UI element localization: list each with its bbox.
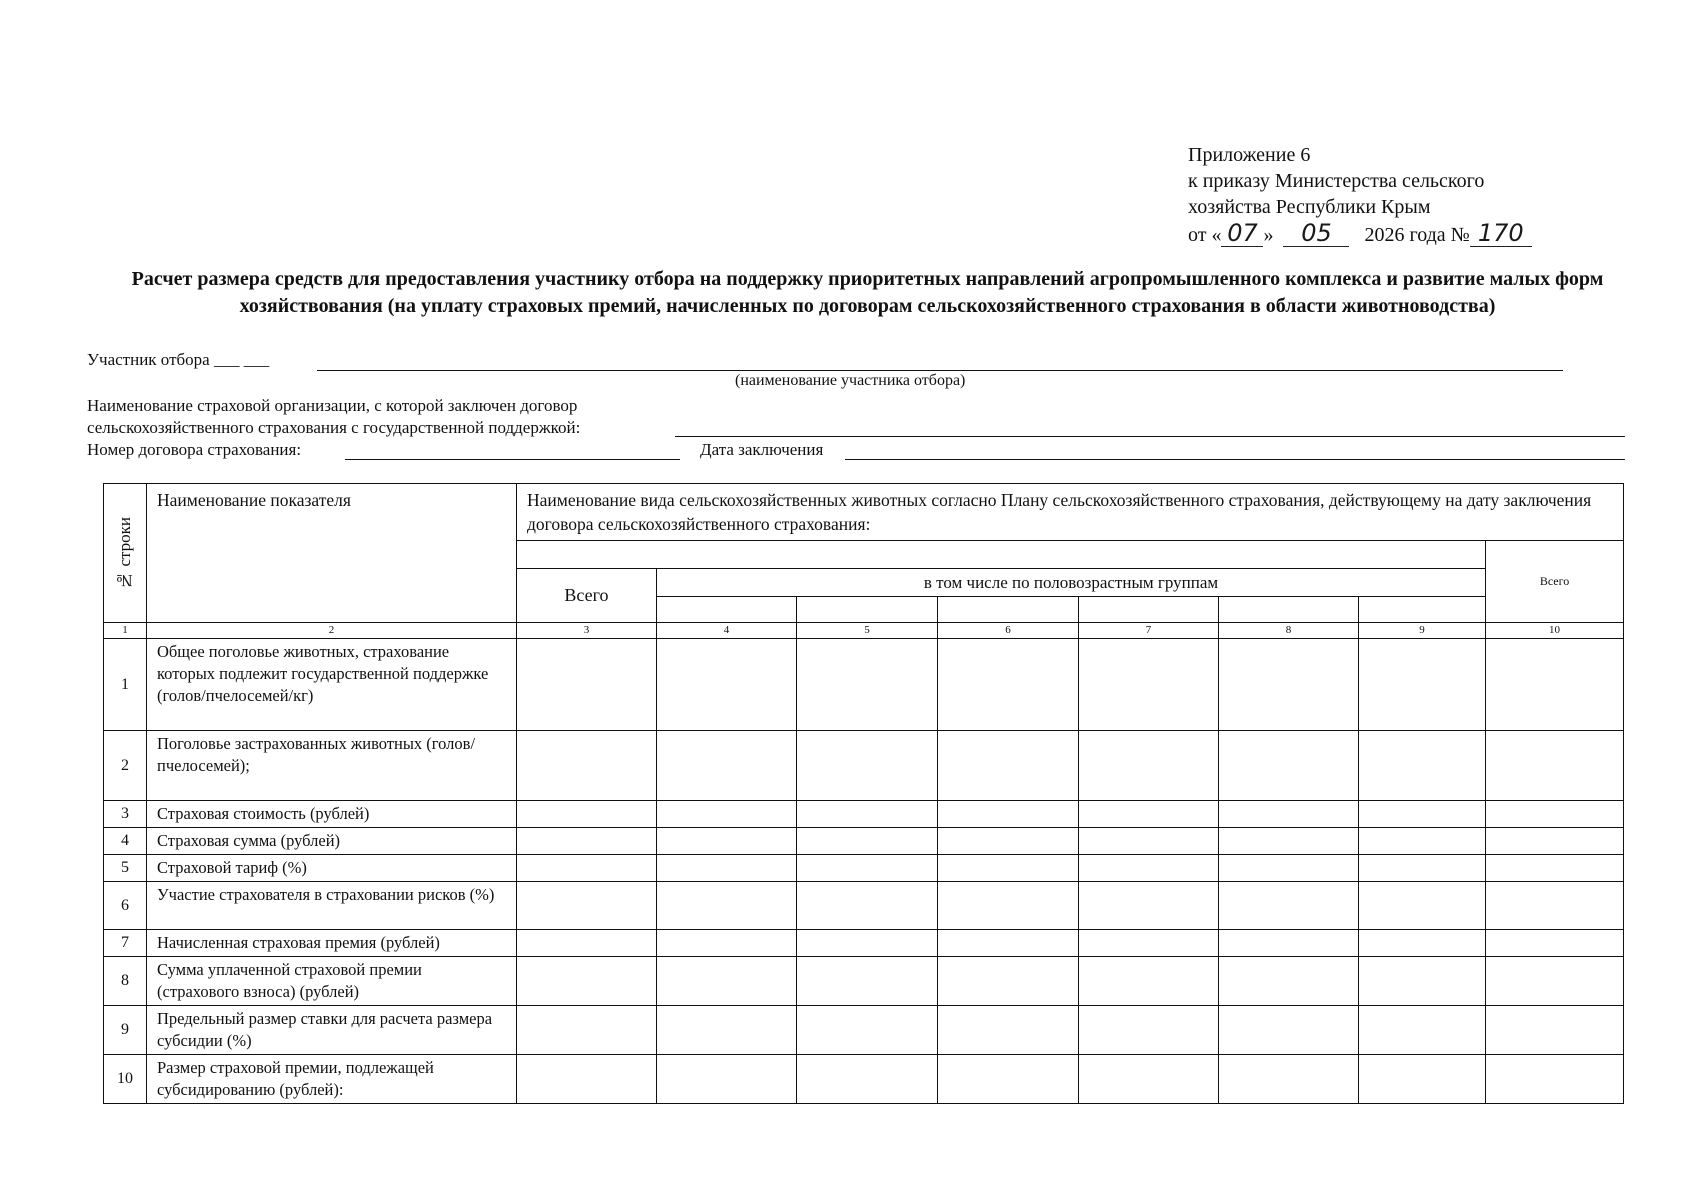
appendix-ministry-line: хозяйства Республики Крым [1188, 196, 1431, 218]
row-indicator: Страховая сумма (рублей) [147, 828, 517, 855]
date-prefix: от « [1188, 224, 1222, 246]
row-number: 9 [104, 1006, 147, 1055]
table-row [104, 1055, 1624, 1104]
column-number: 2 [147, 623, 517, 639]
group-header-cell[interactable] [1079, 597, 1219, 623]
contract-number-label: Номер договора страхования: [87, 440, 302, 459]
data-cell[interactable] [938, 930, 1079, 957]
header-rownum-label: № строки [115, 516, 134, 590]
data-cell[interactable] [517, 882, 657, 930]
data-cell[interactable] [938, 639, 1079, 731]
handwritten-order-number: 170 [1470, 220, 1532, 247]
data-cell[interactable] [1486, 930, 1624, 957]
table-row [104, 882, 1624, 930]
data-cell[interactable] [517, 639, 657, 731]
table-row [104, 801, 1624, 828]
data-cell[interactable] [797, 801, 938, 828]
column-number: 3 [517, 623, 657, 639]
row-indicator: Размер страховой премии, подлежащей субсидированию (рублей): [147, 1055, 517, 1104]
contract-number-input-line[interactable] [345, 459, 680, 460]
document-title: Расчет размера средств для предоставления участнику отбора на поддержку приоритетных направлений агропромышленного комплекса и развитие малых форм хозяйствования (на уплату страховых премий, начисленных по договорам сельскохозяйственного страхования в области животноводства) [131, 268, 1604, 317]
row-number: 7 [104, 930, 147, 957]
data-cell[interactable] [797, 930, 938, 957]
data-cell[interactable] [797, 855, 938, 882]
data-cell[interactable] [797, 957, 938, 1006]
data-cell[interactable] [657, 855, 797, 882]
data-cell[interactable] [1486, 639, 1624, 731]
data-cell[interactable] [657, 801, 797, 828]
column-number: 4 [657, 623, 797, 639]
data-cell[interactable] [1359, 855, 1486, 882]
data-cell[interactable] [1486, 731, 1624, 801]
data-cell[interactable] [657, 882, 797, 930]
data-cell[interactable] [1359, 930, 1486, 957]
data-cell[interactable] [1079, 639, 1219, 731]
header-rownum-cell [104, 484, 147, 623]
data-cell[interactable] [1359, 1006, 1486, 1055]
data-cell[interactable] [1359, 882, 1486, 930]
contract-date-input-line[interactable] [845, 459, 1625, 460]
data-cell[interactable] [1079, 957, 1219, 1006]
row-number: 2 [104, 731, 147, 801]
data-cell[interactable] [517, 828, 657, 855]
data-cell[interactable] [1219, 930, 1359, 957]
appendix-date-line [1188, 220, 1628, 248]
data-cell[interactable] [1486, 855, 1624, 882]
insurer-label-line2: сельскохозяйственного страхования с государственной поддержкой: [87, 418, 581, 437]
data-cell[interactable] [797, 1006, 938, 1055]
appendix-header [1188, 142, 1628, 248]
data-cell[interactable] [1079, 882, 1219, 930]
row-number: 8 [104, 957, 147, 1006]
data-cell[interactable] [657, 930, 797, 957]
data-cell[interactable] [1079, 801, 1219, 828]
data-cell[interactable] [938, 731, 1079, 801]
column-number: 6 [938, 623, 1079, 639]
data-cell[interactable] [1079, 1006, 1219, 1055]
participant-caption: (наименование участника отбора) [735, 372, 966, 389]
data-cell[interactable] [1359, 639, 1486, 731]
row-number: 5 [104, 855, 147, 882]
data-cell[interactable] [1079, 828, 1219, 855]
date-mid: » [1263, 224, 1274, 246]
data-cell[interactable] [1486, 1055, 1624, 1104]
data-cell[interactable] [1486, 957, 1624, 1006]
column-number: 8 [1219, 623, 1359, 639]
data-cell[interactable] [1359, 731, 1486, 801]
data-cell[interactable] [938, 882, 1079, 930]
row-indicator: Общее поголовье животных, страхование которых подлежит государственной поддержке (голов/пчелосемей/кг) [147, 639, 517, 731]
animal-type-input-cell[interactable] [517, 541, 1486, 569]
table-row [104, 855, 1624, 882]
row-indicator: Поголовье застрахованных животных (голов/пчелосемей); [147, 731, 517, 801]
table-row [104, 639, 1624, 731]
data-cell[interactable] [517, 930, 657, 957]
table-row [104, 1006, 1624, 1055]
data-cell[interactable] [1219, 855, 1359, 882]
data-cell[interactable] [1219, 1006, 1359, 1055]
table-row [104, 828, 1624, 855]
group-header-cell[interactable] [797, 597, 938, 623]
calculation-table [103, 483, 1624, 1104]
column-number: 7 [1079, 623, 1219, 639]
handwritten-day: 07 [1221, 220, 1263, 247]
data-cell[interactable] [1486, 801, 1624, 828]
data-cell[interactable] [1079, 1055, 1219, 1104]
data-cell[interactable] [657, 731, 797, 801]
data-cell[interactable] [1219, 731, 1359, 801]
column-number: 9 [1359, 623, 1486, 639]
data-cell[interactable] [797, 828, 938, 855]
column-number: 10 [1486, 623, 1624, 639]
row-number: 10 [104, 1055, 147, 1104]
data-cell[interactable] [657, 828, 797, 855]
table-row [104, 731, 1624, 801]
contract-date-label: Дата заключения [700, 440, 824, 459]
data-cell[interactable] [938, 855, 1079, 882]
year: 2026 [1364, 224, 1405, 246]
data-cell[interactable] [938, 828, 1079, 855]
data-cell[interactable] [1079, 855, 1219, 882]
data-cell[interactable] [938, 957, 1079, 1006]
row-indicator: Начисленная страховая премия (рублей) [147, 930, 517, 957]
row-number: 1 [104, 639, 147, 731]
data-cell[interactable] [1486, 882, 1624, 930]
data-cell[interactable] [1359, 828, 1486, 855]
row-number: 6 [104, 882, 147, 930]
data-cell[interactable] [797, 639, 938, 731]
insurer-label-line1: Наименование страховой организации, с которой заключен договор [87, 396, 578, 415]
table-row [104, 957, 1624, 1006]
data-cell[interactable] [517, 957, 657, 1006]
column-number: 1 [104, 623, 147, 639]
header-groups: в том числе по половозрастным группам [657, 569, 1486, 597]
data-cell[interactable] [517, 801, 657, 828]
data-cell[interactable] [517, 855, 657, 882]
row-indicator: Страховой тариф (%) [147, 855, 517, 882]
data-cell[interactable] [797, 882, 938, 930]
data-cell[interactable] [657, 957, 797, 1006]
data-cell[interactable] [517, 731, 657, 801]
header-animal-type-label: Наименование вида сельскохозяйственных животных согласно Плану сельскохозяйственного страхования, действующему на дату заключения договора сельскохозяйственного страхования: [517, 484, 1624, 541]
data-cell[interactable] [1486, 828, 1624, 855]
data-cell[interactable] [938, 801, 1079, 828]
data-cell[interactable] [938, 1006, 1079, 1055]
insurer-input-line[interactable] [675, 436, 1625, 437]
group-header-cell[interactable] [1219, 597, 1359, 623]
appendix-order-line: к приказу Министерства сельского [1188, 170, 1485, 192]
data-cell[interactable] [797, 1055, 938, 1104]
data-cell[interactable] [517, 1006, 657, 1055]
group-header-cell[interactable] [657, 597, 797, 623]
header-indicator-label: Наименование показателя [147, 484, 517, 623]
row-indicator: Страховая стоимость (рублей) [147, 801, 517, 828]
table-row [104, 930, 1624, 957]
row-number: 4 [104, 828, 147, 855]
data-cell[interactable] [797, 731, 938, 801]
data-cell[interactable] [1079, 731, 1219, 801]
data-cell[interactable] [1219, 801, 1359, 828]
data-cell[interactable] [517, 1055, 657, 1104]
data-cell[interactable] [1219, 882, 1359, 930]
row-indicator: Предельный размер ставки для расчета размера субсидии (%) [147, 1006, 517, 1055]
data-cell[interactable] [1219, 828, 1359, 855]
data-cell[interactable] [1359, 1055, 1486, 1104]
data-cell[interactable] [657, 1055, 797, 1104]
group-header-cell[interactable] [1359, 597, 1486, 623]
row-number: 3 [104, 801, 147, 828]
row-indicator: Участие страхователя в страховании рисков (%) [147, 882, 517, 930]
handwritten-month: 05 [1283, 220, 1349, 247]
data-cell[interactable] [1359, 801, 1486, 828]
data-cell[interactable] [938, 1055, 1079, 1104]
data-cell[interactable] [1359, 957, 1486, 1006]
data-cell[interactable] [1079, 930, 1219, 957]
row-indicator: Сумма уплаченной страховой премии (страхового взноса) (рублей) [147, 957, 517, 1006]
data-cell[interactable] [1219, 1055, 1359, 1104]
year-suffix: года № [1409, 224, 1470, 246]
appendix-title: Приложение 6 [1188, 144, 1311, 166]
header-total: Всего [517, 569, 657, 623]
data-cell[interactable] [1219, 639, 1359, 731]
header-total-right: Всего [1486, 541, 1624, 623]
participant-input-line[interactable] [317, 370, 1563, 371]
participant-label: Участник отбора ___ ___ [87, 350, 270, 369]
column-number: 5 [797, 623, 938, 639]
group-header-cell[interactable] [938, 597, 1079, 623]
data-cell[interactable] [1486, 1006, 1624, 1055]
data-cell[interactable] [657, 1006, 797, 1055]
data-cell[interactable] [657, 639, 797, 731]
data-cell[interactable] [1219, 957, 1359, 1006]
